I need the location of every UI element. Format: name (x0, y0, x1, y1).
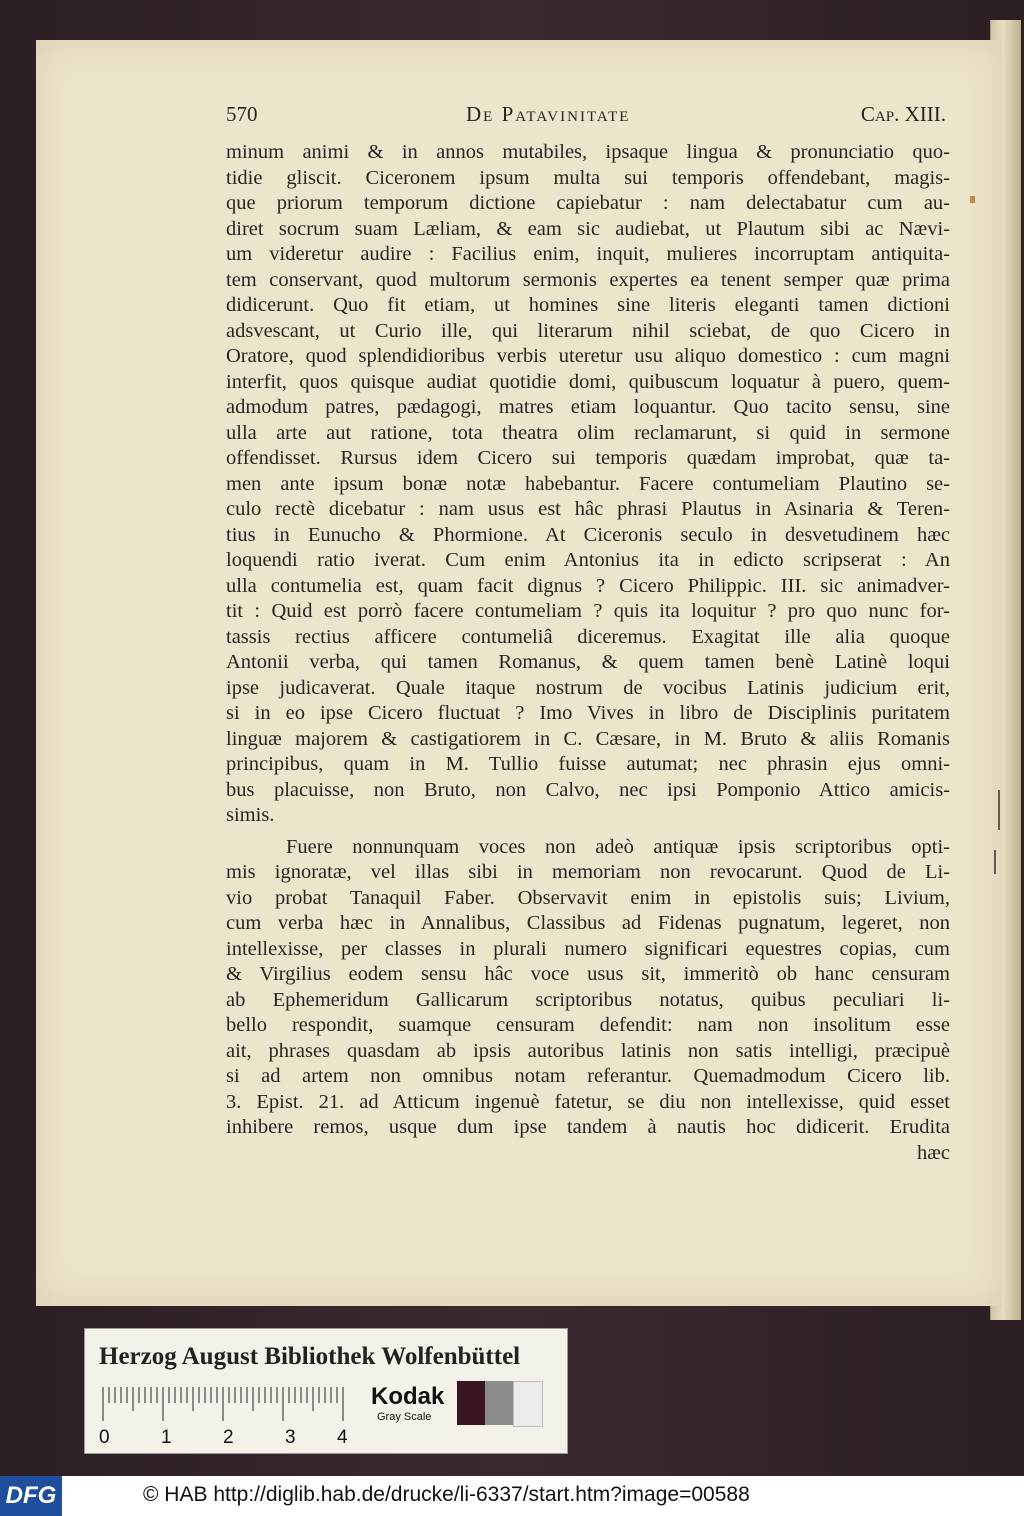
text-line: bello respondit, suamque censuram defendit: nam non insolitum esse (226, 1014, 950, 1036)
text-line: principibus, quam in M. Tullio fuisse autumat; nec phrasin ejus omni- (226, 753, 950, 775)
ruler-number: 4 (337, 1427, 348, 1448)
text-line: linguæ majorem & castigatiorem in C. Cæsare, in M. Bruto & aliis Romanis (226, 727, 950, 750)
text-line: ipse judicaverat. Quale itaque nostrum de vocibus Latinis judicium erit, (226, 676, 950, 699)
text-line: diret socrum suam Læliam, & eam sic audiebat, ut Plautum sibi ac Nævi- (226, 217, 950, 240)
page-number: 570 (226, 102, 258, 126)
stain-mark (970, 196, 975, 203)
text-line: tius in Eunucho & Phormione. At Ciceronis seculo in desvetudinem hæc (226, 523, 950, 546)
text-line: tidie gliscit. Ciceronem ipsum multa sui temporis offendebant, magis- (226, 166, 950, 189)
text-line: admodum patres, pædagogi, matres etiam loquantur. Quo tacito sensu, sine (226, 396, 950, 418)
text-line: culo rectè dicebatur : nam usus est hâc phrasi Plautus in Asinaria & Teren- (226, 498, 950, 520)
text-line: loquendi ratio iverat. Cum enim Antonius ita in edicto scripserat : An (226, 549, 950, 571)
edge-mark (994, 850, 996, 874)
text-line: ait, phrases quasdam ab ipsis autoribus latinis non satis intelligi, præcipuè (226, 1039, 950, 1062)
text-line: intellexisse, per classes in plurali numero significari equestres copias, cum (226, 937, 950, 960)
running-head (226, 100, 946, 130)
text-line: tassis rectius afficere contumeliâ diceremus. Exagitat ille alia quoque (226, 625, 950, 648)
gray-patch (485, 1381, 513, 1425)
edge-mark (998, 790, 1000, 830)
body-text (226, 140, 950, 1166)
text-line: & Virgilius eodem sensu hâc voce usus sit, immeritò ob hanc censuram (226, 963, 950, 985)
paragraph-2 (226, 835, 950, 1167)
text-line: vio probat Tanaquil Faber. Observavit enim in epistolis suis; Livium, (226, 886, 950, 909)
text-line: um videretur audire : Facilius enim, inquit, mulieres incorruptam antiquita- (226, 243, 950, 265)
text-line: si in eo ipse Cicero fluctuat ? Imo Vives in libro de Disciplinis puritatem (226, 702, 950, 724)
library-name: Herzog August Bibliothek Wolfenbüttel (99, 1343, 521, 1370)
paragraph-1 (226, 140, 950, 829)
text-line: mis ignoratæ, vel illas sibi in memoriam non revocarunt. Quod de Li- (226, 861, 950, 883)
color-target (84, 1328, 568, 1454)
text-line: simis. (226, 804, 275, 826)
text-line: que priorum temporum dictione capiebatur : nam delectabatur cum au- (226, 192, 950, 214)
text-line: adsvescant, ut Curio ille, qui literarum nihil sciebat, de quo Cicero in (226, 319, 950, 342)
text-line: inhibere remos, usque dum ipse tandem à nautis hoc didicerit. Erudita (226, 1116, 950, 1138)
gray-patch (457, 1381, 485, 1425)
text-line: Fuere nonnunquam voces non adeò antiquæ ipsis scriptoribus opti- (286, 835, 950, 858)
chapter-label: Cap. XIII. (860, 102, 946, 126)
text-line: cum verba hæc in Annalibus, Classibus ad Fidenas pugnatum, legeret, non (226, 912, 950, 934)
text-line: ulla arte aut ratione, tota theatra olim reclamarunt, si quid in sermone (226, 421, 950, 444)
text-line: Antonii verba, qui tamen Romanus, & quem tamen benè Latinè loqui (226, 651, 950, 673)
text-line: tit : Quid est porrò facere contumeliam ? quis ita loquitur ? pro quo nunc for- (226, 600, 950, 622)
kodak-logo: Kodak (371, 1383, 445, 1410)
text-line: minum animi & in annos mutabiles, ipsaque lingua & pronunciatio quo- (226, 141, 950, 163)
ruler-number: 3 (285, 1427, 296, 1448)
text-line: men ante ipsum bonæ notæ habebantur. Facere contumeliam Plautino se- (226, 472, 950, 495)
ruler-number: 0 (99, 1427, 110, 1448)
text-line: ab Ephemeridum Gallicarum scriptoribus notatus, quibus peculiari li- (226, 988, 950, 1011)
text-line: ulla contumelia est, quam facit dignus ? Cicero Philippic. III. sic animadver- (226, 574, 950, 597)
text-line: hæc (916, 1141, 950, 1164)
text-line: tem conservant, quod multorum sermonis expertes ea tenent semper quæ prima (226, 268, 950, 291)
running-title: De Patavinitate (466, 102, 631, 126)
dfg-logo: DFG (0, 1476, 62, 1516)
footer-bar (0, 1476, 1024, 1516)
text-line: Oratore, quod splendidioribus verbis uteretur usu aliquo domestico : cum magni (226, 345, 950, 367)
text-line: didicerunt. Quo fit etiam, ut homines sine literis eleganti tamen dictioni (226, 294, 950, 316)
gray-scale-label: Gray Scale (377, 1411, 432, 1423)
ruler-scale (101, 1387, 351, 1421)
copyright-link[interactable]: © HAB http://diglib.hab.de/drucke/li-6337/start.htm?image=00588 (143, 1483, 750, 1506)
ruler-number: 2 (223, 1427, 234, 1448)
text-line: 3. Epist. 21. ad Atticum ingenuè fatetur, se diu non intellexisse, quid esset (226, 1090, 950, 1113)
ruler-number: 1 (161, 1427, 172, 1448)
text-line: bus placuisse, non Bruto, non Calvo, nec ipsi Pomponio Attico amicis- (226, 778, 950, 801)
text-line: si ad artem non omnibus notam referantur. Quemadmodum Cicero lib. (226, 1065, 950, 1087)
text-line: offendisset. Rursus idem Cicero sui temporis quædam improbat, quæ ta- (226, 447, 950, 469)
text-line: interfit, quos quisque audiat quotidie domi, quibuscum loquatur à puero, quem- (226, 370, 950, 393)
gray-patch (513, 1381, 543, 1427)
